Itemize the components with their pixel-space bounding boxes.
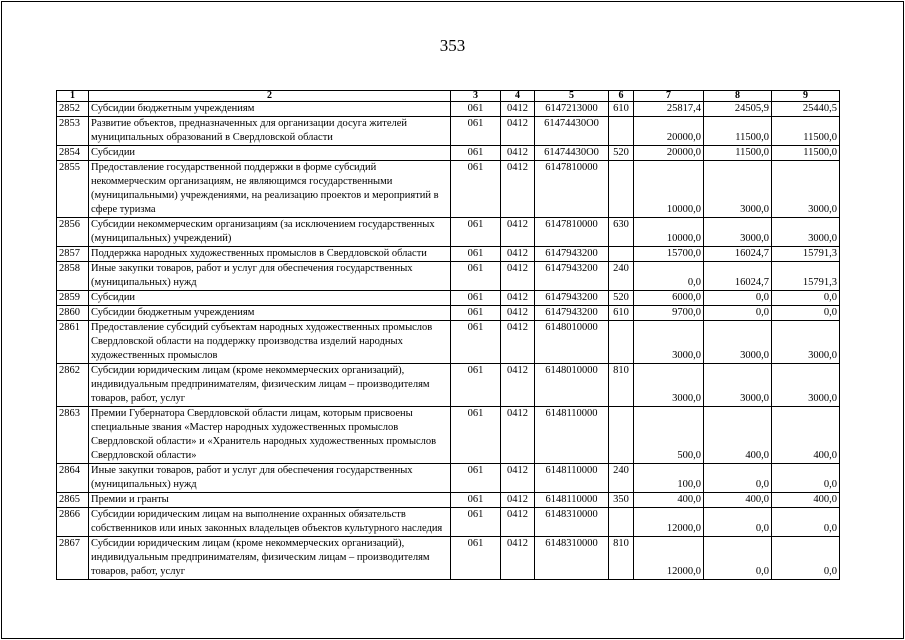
- row-name: Субсидии некоммерческим организациям (за исключением государственных (муниципальных) учреждений): [89, 218, 451, 247]
- col6-cell: 630: [609, 218, 634, 247]
- col5-cell: 6147213000: [535, 102, 609, 117]
- page-number: 353: [439, 36, 466, 55]
- col7-cell: 3000,0: [634, 364, 704, 407]
- row-number: 2861: [57, 321, 89, 364]
- row-name: Субсидии юридическим лицам на выполнение охранных обязательств собственников или иных законных владельцев объектов культурного наследия: [89, 508, 451, 537]
- col-header-1: 1: [57, 91, 89, 102]
- col8-cell: 16024,7: [704, 262, 772, 291]
- col-header-7: 7: [634, 91, 704, 102]
- col3-cell: 061: [451, 262, 501, 291]
- col7-cell: 400,0: [634, 493, 704, 508]
- col6-cell: 810: [609, 537, 634, 580]
- col7-cell: 6000,0: [634, 291, 704, 306]
- col4-cell: 0412: [501, 102, 535, 117]
- col8-cell: 11500,0: [704, 117, 772, 146]
- col9-cell: 11500,0: [772, 146, 840, 161]
- col7-cell: 500,0: [634, 407, 704, 464]
- col6-cell: [609, 247, 634, 262]
- col6-cell: 810: [609, 364, 634, 407]
- col6-cell: 610: [609, 102, 634, 117]
- row-name: Субсидии бюджетным учреждениям: [89, 306, 451, 321]
- col7-cell: 12000,0: [634, 508, 704, 537]
- col7-cell: 12000,0: [634, 537, 704, 580]
- col3-cell: 061: [451, 291, 501, 306]
- col7-cell: 0,0: [634, 262, 704, 291]
- row-number: 2867: [57, 537, 89, 580]
- row-number: 2852: [57, 102, 89, 117]
- col6-cell: [609, 407, 634, 464]
- col7-cell: 25817,4: [634, 102, 704, 117]
- col8-cell: 24505,9: [704, 102, 772, 117]
- table-row: [57, 364, 840, 407]
- row-name: Субсидии бюджетным учреждениям: [89, 102, 451, 117]
- col8-cell: 3000,0: [704, 161, 772, 218]
- col5-cell: 6147943200: [535, 262, 609, 291]
- col-header-5: 5: [535, 91, 609, 102]
- table-row: [57, 493, 840, 508]
- col3-cell: 061: [451, 146, 501, 161]
- col5-cell: 6147943200: [535, 291, 609, 306]
- col4-cell: 0412: [501, 306, 535, 321]
- col5-cell: 6147810000: [535, 161, 609, 218]
- col5-cell: 6147943200: [535, 306, 609, 321]
- col9-cell: 15791,3: [772, 247, 840, 262]
- col-header-3: 3: [451, 91, 501, 102]
- row-name: Поддержка народных художественных промыслов в Свердловской области: [89, 247, 451, 262]
- col8-cell: 3000,0: [704, 364, 772, 407]
- col6-cell: [609, 508, 634, 537]
- col3-cell: 061: [451, 464, 501, 493]
- col5-cell: 6148110000: [535, 407, 609, 464]
- col6-cell: 520: [609, 146, 634, 161]
- col5-cell: 61474430О0: [535, 146, 609, 161]
- row-name: Премии и гранты: [89, 493, 451, 508]
- row-number: 2858: [57, 262, 89, 291]
- col9-cell: 3000,0: [772, 218, 840, 247]
- row-name: Предоставление государственной поддержки в форме субсидий некоммерческим организациям, не являющимся государственными (муниципальными) учреждениями, на реализацию проектов и мероприятий в сфере туризма: [89, 161, 451, 218]
- table-row: [57, 407, 840, 464]
- col7-cell: 100,0: [634, 464, 704, 493]
- col6-cell: [609, 161, 634, 218]
- col5-cell: 6148110000: [535, 464, 609, 493]
- col8-cell: 3000,0: [704, 321, 772, 364]
- col8-cell: 400,0: [704, 493, 772, 508]
- col4-cell: 0412: [501, 407, 535, 464]
- col9-cell: 0,0: [772, 537, 840, 580]
- table-row: [57, 508, 840, 537]
- col3-cell: 061: [451, 537, 501, 580]
- col4-cell: 0412: [501, 218, 535, 247]
- col3-cell: 061: [451, 493, 501, 508]
- col9-cell: 3000,0: [772, 364, 840, 407]
- table-row: [57, 262, 840, 291]
- row-number: 2864: [57, 464, 89, 493]
- row-number: 2862: [57, 364, 89, 407]
- col5-cell: 6148010000: [535, 321, 609, 364]
- table-row: [57, 537, 840, 580]
- col4-cell: 0412: [501, 537, 535, 580]
- row-name: Субсидии юридическим лицам (кроме некоммерческих организаций), индивидуальным предпринимателям, физическим лицам – производителям товаров, работ, услуг: [89, 364, 451, 407]
- col6-cell: 240: [609, 464, 634, 493]
- row-name: Иные закупки товаров, работ и услуг для обеспечения государственных (муниципальных) нужд: [89, 464, 451, 493]
- col4-cell: 0412: [501, 321, 535, 364]
- table-row: [57, 102, 840, 117]
- col9-cell: 3000,0: [772, 161, 840, 218]
- col5-cell: 6148010000: [535, 364, 609, 407]
- col7-cell: 20000,0: [634, 146, 704, 161]
- col6-cell: 610: [609, 306, 634, 321]
- col5-cell: 6147943200: [535, 247, 609, 262]
- row-number: 2863: [57, 407, 89, 464]
- row-number: 2856: [57, 218, 89, 247]
- table-row: [57, 321, 840, 364]
- col8-cell: 0,0: [704, 537, 772, 580]
- col4-cell: 0412: [501, 493, 535, 508]
- col8-cell: 0,0: [704, 464, 772, 493]
- col4-cell: 0412: [501, 364, 535, 407]
- table-row: [57, 218, 840, 247]
- col-header-6: 6: [609, 91, 634, 102]
- row-name: Иные закупки товаров, работ и услуг для обеспечения государственных (муниципальных) нужд: [89, 262, 451, 291]
- col4-cell: 0412: [501, 117, 535, 146]
- col9-cell: 0,0: [772, 291, 840, 306]
- col6-cell: [609, 321, 634, 364]
- row-name: Субсидии юридическим лицам (кроме некоммерческих организаций), индивидуальным предпринимателям, физическим лицам – производителям товаров, работ, услуг: [89, 537, 451, 580]
- col5-cell: 6147810000: [535, 218, 609, 247]
- col6-cell: 350: [609, 493, 634, 508]
- col7-cell: 20000,0: [634, 117, 704, 146]
- row-number: 2859: [57, 291, 89, 306]
- col3-cell: 061: [451, 407, 501, 464]
- table-row: [57, 291, 840, 306]
- col5-cell: 61474430О0: [535, 117, 609, 146]
- col-header-4: 4: [501, 91, 535, 102]
- col8-cell: 0,0: [704, 306, 772, 321]
- col3-cell: 061: [451, 161, 501, 218]
- header-row: [57, 91, 840, 102]
- row-name: Развитие объектов, предназначенных для организации досуга жителей муниципальных образований в Свердловской области: [89, 117, 451, 146]
- col8-cell: 400,0: [704, 407, 772, 464]
- col3-cell: 061: [451, 508, 501, 537]
- table-row: [57, 247, 840, 262]
- col4-cell: 0412: [501, 262, 535, 291]
- col8-cell: 16024,7: [704, 247, 772, 262]
- col7-cell: 10000,0: [634, 161, 704, 218]
- col3-cell: 061: [451, 306, 501, 321]
- col8-cell: 11500,0: [704, 146, 772, 161]
- col7-cell: 3000,0: [634, 321, 704, 364]
- col6-cell: 520: [609, 291, 634, 306]
- budget-table: [56, 90, 840, 580]
- col9-cell: 25440,5: [772, 102, 840, 117]
- col4-cell: 0412: [501, 161, 535, 218]
- row-name: Субсидии: [89, 146, 451, 161]
- col9-cell: 0,0: [772, 306, 840, 321]
- col9-cell: 0,0: [772, 464, 840, 493]
- col3-cell: 061: [451, 321, 501, 364]
- col8-cell: 0,0: [704, 291, 772, 306]
- table-row: [57, 464, 840, 493]
- col5-cell: 6148310000: [535, 508, 609, 537]
- row-name: Субсидии: [89, 291, 451, 306]
- col9-cell: 3000,0: [772, 321, 840, 364]
- row-number: 2860: [57, 306, 89, 321]
- col7-cell: 9700,0: [634, 306, 704, 321]
- col3-cell: 061: [451, 117, 501, 146]
- col7-cell: 10000,0: [634, 218, 704, 247]
- col8-cell: 3000,0: [704, 218, 772, 247]
- col3-cell: 061: [451, 247, 501, 262]
- col3-cell: 061: [451, 102, 501, 117]
- col5-cell: 6148310000: [535, 537, 609, 580]
- col6-cell: [609, 117, 634, 146]
- col5-cell: 6148110000: [535, 493, 609, 508]
- col9-cell: 11500,0: [772, 117, 840, 146]
- col9-cell: 400,0: [772, 407, 840, 464]
- table-row: [57, 146, 840, 161]
- col9-cell: 15791,3: [772, 262, 840, 291]
- row-number: 2866: [57, 508, 89, 537]
- table-row: [57, 161, 840, 218]
- row-number: 2853: [57, 117, 89, 146]
- row-number: 2854: [57, 146, 89, 161]
- col3-cell: 061: [451, 364, 501, 407]
- row-number: 2855: [57, 161, 89, 218]
- col-header-2: 2: [89, 91, 451, 102]
- row-name: Предоставление субсидий субъектам народных художественных промыслов Свердловской области на поддержку производства изделий народных художественных промыслов: [89, 321, 451, 364]
- row-name: Премии Губернатора Свердловской области лицам, которым присвоены специальные звания «Мастер народных художественных промыслов Свердловской области» и «Хранитель народных художественных промыслов Свердловской области»: [89, 407, 451, 464]
- table-row: [57, 306, 840, 321]
- col4-cell: 0412: [501, 247, 535, 262]
- col4-cell: 0412: [501, 464, 535, 493]
- col4-cell: 0412: [501, 291, 535, 306]
- row-number: 2865: [57, 493, 89, 508]
- row-number: 2857: [57, 247, 89, 262]
- col-header-9: 9: [772, 91, 840, 102]
- col8-cell: 0,0: [704, 508, 772, 537]
- col4-cell: 0412: [501, 508, 535, 537]
- table-row: [57, 117, 840, 146]
- col6-cell: 240: [609, 262, 634, 291]
- col9-cell: 400,0: [772, 493, 840, 508]
- col7-cell: 15700,0: [634, 247, 704, 262]
- col3-cell: 061: [451, 218, 501, 247]
- col9-cell: 0,0: [772, 508, 840, 537]
- col4-cell: 0412: [501, 146, 535, 161]
- col-header-8: 8: [704, 91, 772, 102]
